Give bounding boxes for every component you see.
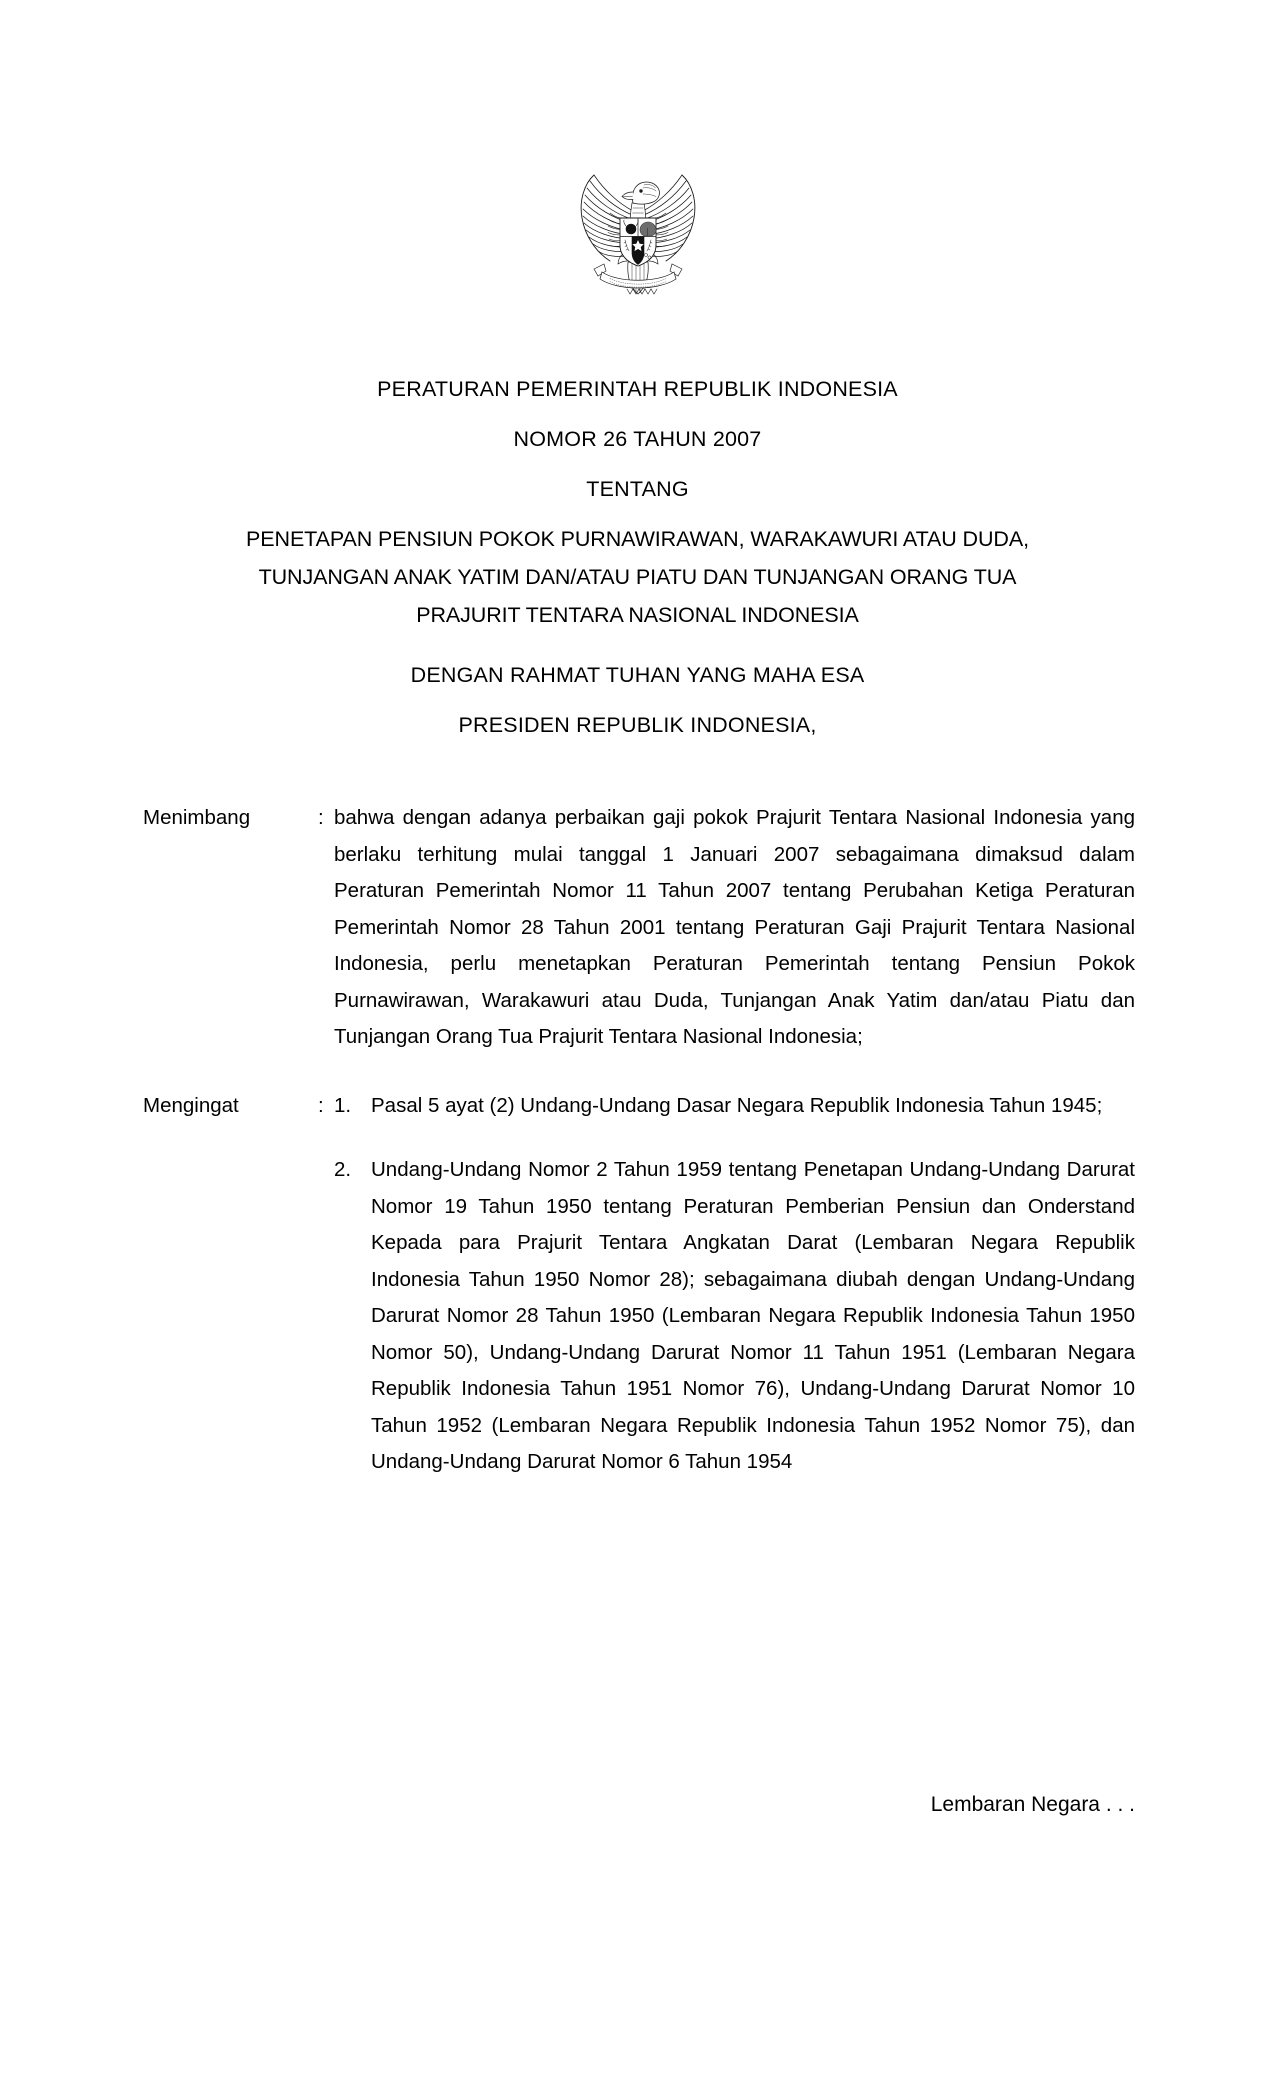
list-item-marker: 2. — [334, 1158, 352, 1181]
spacer — [120, 458, 1155, 470]
title-line-subject-1: PENETAPAN PENSIUN POKOK PURNAWIRAWAN, WARAKAWURI ATAU DUDA, — [246, 527, 1029, 551]
document-title-block — [120, 370, 1155, 744]
mengingat-body — [334, 1088, 1135, 1481]
list-item — [334, 1088, 1135, 1125]
menimbang-colon: : — [318, 806, 324, 829]
clause-mengingat — [0, 1088, 1275, 1481]
clause-menimbang — [0, 800, 1275, 1056]
menimbang-body — [334, 800, 1135, 1056]
spacer — [120, 508, 1155, 520]
title-line-subject-2: TUNJANGAN ANAK YATIM DAN/ATAU PIATU DAN TUNJANGAN ORANG TUA — [258, 565, 1017, 589]
mengingat-colon: : — [318, 1093, 324, 1117]
title-line-president: PRESIDEN REPUBLIK INDONESIA, — [458, 713, 817, 737]
clauses-container — [0, 800, 1275, 1481]
emblem-container — [0, 155, 1275, 305]
footer-catchword: Lembaran Negara . . . — [930, 1793, 1135, 1816]
list-item — [334, 1152, 1135, 1481]
title-line-tentang: TENTANG — [586, 477, 689, 501]
spacer — [120, 634, 1155, 656]
list-item-marker: 1. — [334, 1093, 352, 1117]
garuda-pancasila-emblem — [558, 155, 718, 305]
title-line-number-year: NOMOR 26 TAHUN 2007 — [513, 427, 762, 451]
spacer — [120, 408, 1155, 420]
title-line-invocation: DENGAN RAHMAT TUHAN YANG MAHA ESA — [410, 663, 865, 687]
spacer — [120, 694, 1155, 706]
mengingat-label: Mengingat — [143, 1093, 239, 1117]
title-line-subject-3: PRAJURIT TENTARA NASIONAL INDONESIA — [416, 603, 859, 627]
title-line-regulation-type: PERATURAN PEMERINTAH REPUBLIK INDONESIA — [377, 377, 898, 401]
spacer — [0, 1056, 1275, 1088]
menimbang-label: Menimbang — [143, 806, 251, 829]
menimbang-paragraph: bahwa dengan adanya perbaikan gaji pokok Prajurit Tentara Nasional Indonesia yang berlaku terhitung mulai tanggal 1 Januari 2007 sebagaimana dimaksud dalam Peraturan Pemerintah Nomor 11 Tahun 2007 tentang Perubahan Ketiga Peraturan Pemerintah Nomor 28 Tahun 2001 tentang Peraturan Gaji Prajurit Tentara Nasional Indonesia, perlu menetapkan Peraturan Pemerintah tentang Pensiun Pokok Purnawirawan, Warakawuri atau Duda, Tunjangan Anak Yatim dan/atau Piatu dan Tunjangan Orang Tua Prajurit Tentara Nasional Indonesia; — [334, 806, 1135, 1048]
mengingat-list — [334, 1088, 1135, 1481]
list-item-text: Pasal 5 ayat (2) Undang-Undang Dasar Negara Republik Indonesia Tahun 1945; — [371, 1093, 1103, 1117]
list-item-text: Undang-Undang Nomor 2 Tahun 1959 tentang Penetapan Undang-Undang Darurat Nomor 19 Tahun 1950 tentang Peraturan Pemberian Pensiun dan Onderstand Kepada para Prajurit Tentara Angkatan Darat (Lembaran Negara Republik Indonesia Tahun 1950 Nomor 28); sebagaimana diubah dengan Undang-Undang Darurat Nomor 28 Tahun 1950 (Lembaran Negara Republik Indonesia Tahun 1950 Nomor 50), Undang-Undang Darurat Nomor 11 Tahun 1951 (Lembaran Negara Republik Indonesia Tahun 1951 Nomor 76), Undang-Undang Darurat Nomor 10 Tahun 1952 (Lembaran Negara Republik Indonesia Tahun 1952 Nomor 75), dan Undang-Undang Darurat Nomor 6 Tahun 1954 — [371, 1158, 1135, 1473]
